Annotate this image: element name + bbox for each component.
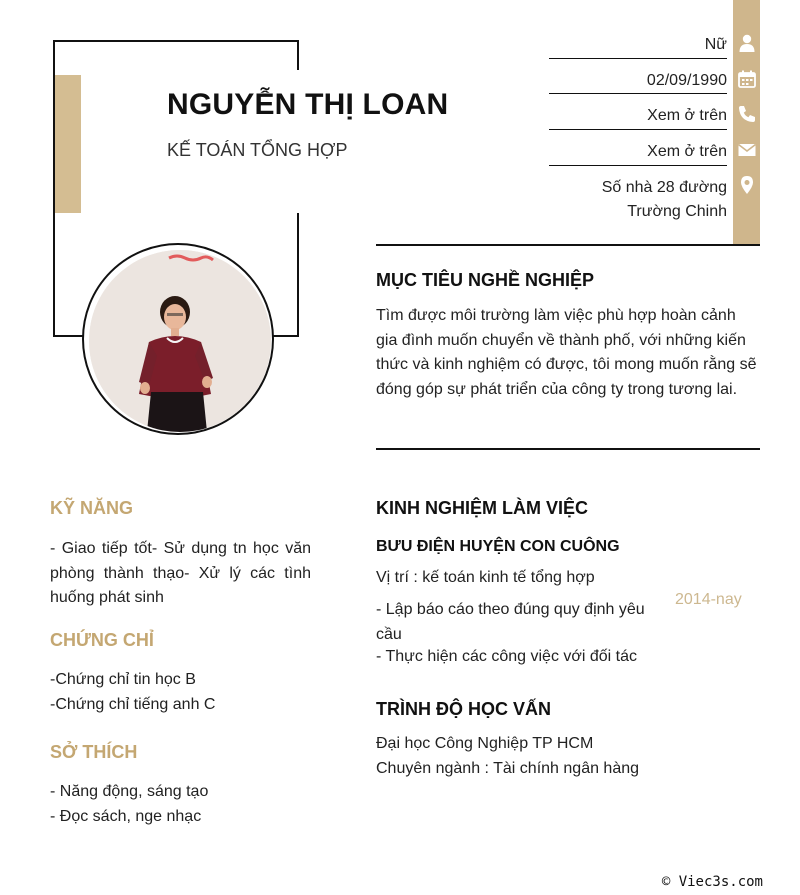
objective-heading: MỤC TIÊU NGHỀ NGHIỆP (376, 270, 595, 290)
skills-heading: KỸ NĂNG (50, 498, 134, 518)
accent-bar (55, 75, 81, 213)
location-icon (737, 175, 757, 195)
user-icon (737, 33, 757, 53)
contact-email: Xem ở trên (647, 143, 727, 160)
contact-divider (549, 129, 727, 130)
experience-position: Vị trí : kế toán kinh tế tổng hợp (376, 569, 595, 586)
certificate-item: -Chứng chỉ tin học B (50, 671, 196, 688)
contact-birthday: 02/09/1990 (646, 72, 727, 89)
avatar-photo (89, 250, 271, 432)
contact-gender: Nữ (704, 36, 727, 53)
skills-text: - Giao tiếp tốt- Sử dụng tn học văn phòng thành thạo- Xử lý các tình huống phát sinh (50, 540, 311, 606)
hobby-item: - Đọc sách, nge nhạc (50, 808, 202, 825)
watermark: © Viec3s.com (661, 874, 763, 890)
candidate-name: NGUYỄN THỊ LOAN (167, 88, 449, 121)
objective-top-rule (376, 244, 760, 246)
experience-period: 2014-nay (675, 591, 742, 608)
phone-icon (737, 104, 757, 124)
contact-address-line1: Số nhà 28 đường (601, 179, 727, 196)
experience-company: BƯU ĐIỆN HUYỆN CON CUÔNG (376, 538, 620, 555)
objective-text: Tìm được môi trường làm việc phù hợp hoàn cảnh gia đình muốn chuyển về thành phố, với những kiến thức và kinh nghiệm có được, tôi mong muốn rằng sẽ đóng góp sự phát triển của công ty trong tương lai. (376, 307, 757, 398)
hobby-item: - Năng động, sáng tạo (50, 783, 209, 800)
education-major: Chuyên ngành : Tài chính ngân hàng (376, 760, 640, 777)
contact-phone: Xem ở trên (647, 107, 727, 124)
hobbies-heading: SỞ THÍCH (50, 742, 138, 762)
avatar (89, 250, 271, 432)
education-heading: TRÌNH ĐỘ HỌC VẤN (376, 699, 551, 719)
education-school: Đại học Công Nghiệp TP HCM (376, 735, 594, 752)
mail-icon (737, 140, 757, 160)
contact-divider (549, 58, 727, 59)
contact-address-line2: Trường Chinh (627, 203, 727, 220)
job-title: KẾ TOÁN TỔNG HỢP (167, 140, 348, 160)
objective-bottom-rule (376, 448, 760, 450)
certificates-heading: CHỨNG CHỈ (50, 630, 154, 650)
calendar-icon (737, 69, 757, 89)
experience-heading: KINH NGHIỆM LÀM VIỆC (376, 498, 589, 518)
experience-duty: - Thực hiện các công việc với đối tác (376, 648, 638, 665)
experience-duty: - Lập báo cáo theo đúng quy định yêu cầu (376, 601, 645, 643)
contact-divider (549, 165, 727, 166)
contact-divider (549, 93, 727, 94)
certificate-item: -Chứng chỉ tiếng anh C (50, 696, 216, 713)
